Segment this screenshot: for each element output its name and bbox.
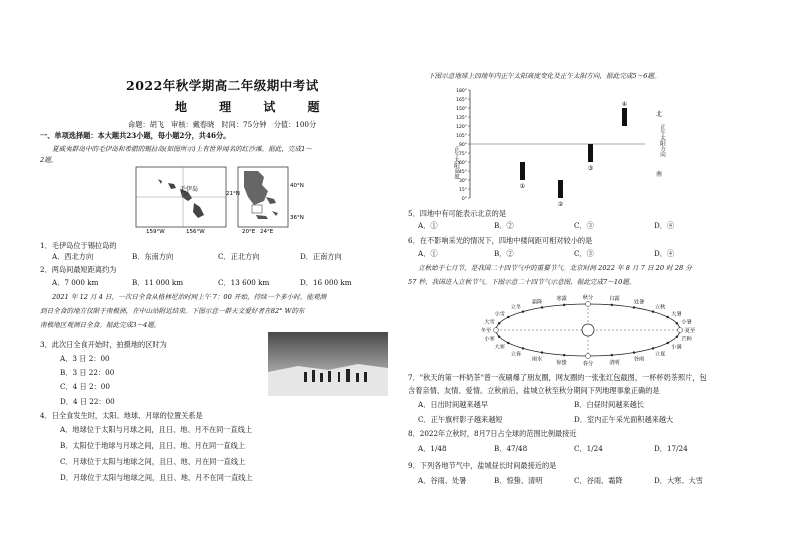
- orbit-marker: [652, 311, 654, 313]
- orbit-marker: [522, 311, 524, 313]
- orbit-marker: [563, 354, 565, 356]
- q3-option-a: A．3 日 2：00: [60, 354, 110, 363]
- q9-option-a: A．谷雨、处暑: [418, 476, 467, 485]
- solar-term-label: 秋分: [582, 295, 594, 301]
- q2-option-d: D．16 000 km: [300, 278, 352, 287]
- q7-option-b: B．白昼时间越来越长: [574, 400, 644, 409]
- chart-tick-label: 105°: [456, 134, 467, 139]
- orbit-marker: [541, 352, 543, 354]
- section-heading: 一、单项选择题：本大题共23小题，每小题2分，共46分。: [40, 131, 231, 140]
- q1-option-c: C．正北方向: [218, 252, 260, 261]
- map-lat-36: 36°N: [290, 215, 304, 221]
- chart-bar-label: ②: [557, 201, 564, 208]
- q5-option-c: C．③: [574, 221, 594, 230]
- q7-option-a: A．日出时间越来越早: [418, 400, 488, 409]
- solar-term-label: 清明: [609, 359, 620, 366]
- q5-option-d: D．④: [654, 221, 675, 230]
- map-label-island: 毛伊岛: [180, 186, 199, 193]
- question-7-line2: 含着亲情、友情、爱情。立秋前后，盐城立秋至秋分期间下列地理事象正确的是: [408, 386, 660, 395]
- q2-option-a: A．7 000 km: [52, 278, 99, 287]
- orbit-marker: [676, 322, 678, 324]
- orbit-marker: [678, 328, 683, 333]
- q6-option-b: B．②: [494, 249, 514, 258]
- chart-bar: [588, 144, 593, 162]
- q4-option-d: D．月球位于太阳与地球之间，且日、地、月不在同一直线上: [60, 473, 253, 482]
- q6-option-c: C．③: [574, 249, 594, 258]
- q6-option-d: D．④: [654, 249, 675, 258]
- chart-tick-label: 60°: [459, 161, 467, 166]
- orbit-marker: [633, 352, 635, 354]
- q6-option-a: A．①: [418, 249, 438, 258]
- question-9: 9．下列各地节气中，盐城昼长时间最接近的是: [408, 461, 557, 470]
- map-lon-24: 24°E: [260, 229, 274, 235]
- sun-altitude-chart: [440, 84, 680, 208]
- solar-term-label: 小暑: [681, 319, 692, 326]
- question-2: 2．两岛间最短距离约为: [40, 265, 117, 274]
- chart-tick-label: 90°: [459, 143, 467, 148]
- orbit-marker: [652, 347, 654, 349]
- orbit-marker: [494, 328, 499, 333]
- question-1: 1．毛伊岛位于锡拉岛的: [40, 241, 117, 250]
- chart-tick-label: 180°: [456, 89, 467, 94]
- orbit-marker: [522, 347, 524, 349]
- solar-term-label: 寒露: [556, 296, 567, 303]
- solar-term-label: 冬至: [480, 328, 492, 334]
- orbit-marker: [611, 354, 613, 356]
- chart-tick-label: 45°: [459, 170, 467, 175]
- intro-q3-4-line3: 南极地区观测日全食。据此完成3～4题。: [40, 321, 161, 329]
- orbit-marker: [507, 316, 509, 318]
- q7-option-c: C．正午旗杆影子越来越短: [418, 415, 503, 424]
- orbit-marker: [507, 342, 509, 344]
- intro-q5-6: 下图示意地球上四地年内正午太阳高度变化及正午太阳方向，据此完成5～6题。: [428, 72, 661, 80]
- question-5: 5．四地中有可能表示北京的是: [408, 209, 507, 218]
- solar-term-label: 处暑: [633, 299, 645, 306]
- chart-bar-label: ③: [587, 165, 594, 172]
- orbit-marker: [498, 322, 500, 324]
- q3-option-d: D．4 日 22：00: [60, 397, 115, 406]
- orbit-marker: [667, 316, 669, 318]
- solar-term-label: 霜降: [531, 299, 543, 306]
- q4-option-c: C．月球位于太阳与地球之间，且日、地、月在同一直线上: [60, 457, 246, 466]
- chart-direction-label: 正午太阳方向: [659, 124, 665, 157]
- orbit-marker: [586, 302, 591, 307]
- chart-bar-label: ④: [621, 101, 628, 108]
- greece-map: [236, 167, 316, 235]
- map-lon-156: 156°W: [186, 229, 205, 235]
- orbit-marker: [667, 342, 669, 344]
- chart-tick-label: 75°: [459, 152, 467, 157]
- orbit-marker: [541, 306, 543, 308]
- solar-term-label: 夏至: [684, 328, 696, 334]
- orbit-marker: [611, 304, 613, 306]
- eclipse-photo: [268, 332, 388, 396]
- chart-tick-label: 0°: [461, 197, 467, 202]
- sun-icon: [582, 324, 594, 336]
- q1-option-d: D．正南方向: [300, 252, 342, 261]
- page-subtitle: 地 理 试 题: [175, 100, 334, 114]
- q5-option-a: A．①: [418, 221, 438, 230]
- intro-q7-10-line1: 立秋始于七月节，是我国二十四节气中的重要节气。北京时间 2022 年 8 月 7 日 20 时 28 分: [418, 264, 692, 272]
- question-6: 6．在不影响采光的情况下，四地中楼间距可相对较小的是: [408, 236, 593, 245]
- intro-q3-4-line2: 到日全食的地方仅限于南极洲，在中山站附近结束。下图示意一群天文爱好者在82° W的东: [40, 307, 305, 315]
- map-lon-20: 20°E: [242, 229, 256, 235]
- solar-term-label: 惊蛰: [556, 359, 567, 366]
- chart-bar: [622, 108, 627, 126]
- solar-term-label: 大雪: [484, 319, 495, 326]
- solar-term-label: 立春: [510, 351, 522, 358]
- q4-option-b: B．太阳位于地球与月球之间，且日、地、月在同一直线上: [60, 441, 245, 450]
- q8-option-d: D．17/24: [654, 444, 688, 453]
- solar-term-label: 雨水: [531, 356, 543, 363]
- map-lon-159: 159°W: [146, 229, 165, 235]
- q3-option-c: C．4 日 2：00: [60, 382, 110, 391]
- solar-term-label: 立夏: [654, 351, 666, 358]
- q2-option-c: C．13 600 km: [218, 278, 270, 287]
- solar-term-label: 立秋: [654, 304, 666, 311]
- map-lat-40: 40°N: [290, 183, 304, 189]
- q8-option-b: B．47/48: [494, 444, 528, 453]
- q2-option-b: B．11 000 km: [132, 278, 184, 287]
- chart-tick-label: 165°: [456, 98, 467, 103]
- solar-term-label: 小满: [671, 344, 682, 351]
- solar-term-label: 芒种: [681, 336, 692, 343]
- map-lat-21: 21°N: [226, 191, 240, 197]
- q9-option-d: D．大寒、大雪: [654, 476, 703, 485]
- solar-term-label: 谷雨: [633, 356, 645, 363]
- solar-term-label: 小雪: [494, 311, 505, 318]
- orbit-marker: [586, 354, 591, 359]
- exam-meta: 命题：胡飞 审核：戴春晓 时间：75分钟 分值：100分: [128, 120, 317, 129]
- intro-q1-2-cont: 2题。: [40, 156, 58, 164]
- chart-tick-label: 135°: [456, 116, 467, 121]
- chart-tick-label: 120°: [456, 125, 467, 130]
- q9-option-c: C．谷雨、霜降: [574, 476, 623, 485]
- solar-term-label: 立冬: [510, 304, 522, 311]
- intro-q7-10-line2: 57 秒，我国进入立秋节气。下图示意二十四节气示意图，据此完成7～10题。: [408, 278, 636, 286]
- q1-option-b: B．东南方向: [132, 252, 174, 261]
- question-4: 4．日全食发生时，太阳、地球、月球的位置关系是: [40, 411, 203, 420]
- q1-option-a: A．西北方向: [52, 252, 94, 261]
- orbit-marker: [563, 304, 565, 306]
- orbit-marker: [633, 306, 635, 308]
- chart-tick-label: 150°: [456, 107, 467, 112]
- q8-option-c: C．1/24: [574, 444, 603, 453]
- chart-bar: [520, 162, 525, 180]
- solar-term-label: 小寒: [484, 336, 495, 343]
- question-3: 3．此次日全食开始时，拍摄地的区时为: [40, 340, 167, 349]
- solar-term-label: 春分: [582, 361, 594, 367]
- solar-term-label: 白露: [609, 296, 620, 303]
- solar-term-label: 大寒: [494, 344, 505, 351]
- chart-bar: [558, 180, 563, 198]
- solar-term-label: 大暑: [671, 311, 682, 318]
- chart-south-label: 南: [656, 171, 663, 178]
- intro-q1-2: 夏威夷群岛中的毛伊岛和希腊的锡拉岛(如图所示)上有世界闻名的红沙滩。据此，完成1～: [52, 145, 312, 153]
- q8-option-a: A．1/48: [418, 444, 447, 453]
- q4-option-a: A．地球位于太阳与月球之间，且日、地、月不在同一直线上: [60, 425, 253, 434]
- chart-north-label: 北: [656, 111, 663, 118]
- question-8: 8．2022年立秋时，8月7日占全球的范围比例最接近: [408, 429, 577, 438]
- chart-bar-label: ①: [519, 183, 526, 190]
- q9-option-b: B．惊蛰、清明: [494, 476, 543, 485]
- question-7-line1: 7．"秋天的第一杯奶茶"曾一夜刷爆了朋友圈，网友圈的一张张红包截图，一杯杯奶茶照片，包: [408, 373, 707, 382]
- q5-option-b: B．②: [494, 221, 514, 230]
- page-title: 2022年秋学期高二年级期中考试: [126, 78, 319, 93]
- solar-terms-diagram: [470, 290, 710, 370]
- orbit-marker: [676, 336, 678, 338]
- chart-tick-label: 30°: [459, 179, 467, 184]
- chart-ylabel: 正午太阳高度: [453, 146, 459, 179]
- q3-option-b: B．3 日 22：00: [60, 368, 115, 377]
- chart-tick-label: 15°: [459, 188, 467, 193]
- intro-q3-4-line1: 2021 年 12 月 4 日，一次日全食从格林尼治时间上午 7：00 开始，持续一个多小时，能观测: [52, 293, 327, 301]
- q7-option-d: D．室内正午采光面积越来越大: [574, 415, 674, 424]
- orbit-marker: [498, 336, 500, 338]
